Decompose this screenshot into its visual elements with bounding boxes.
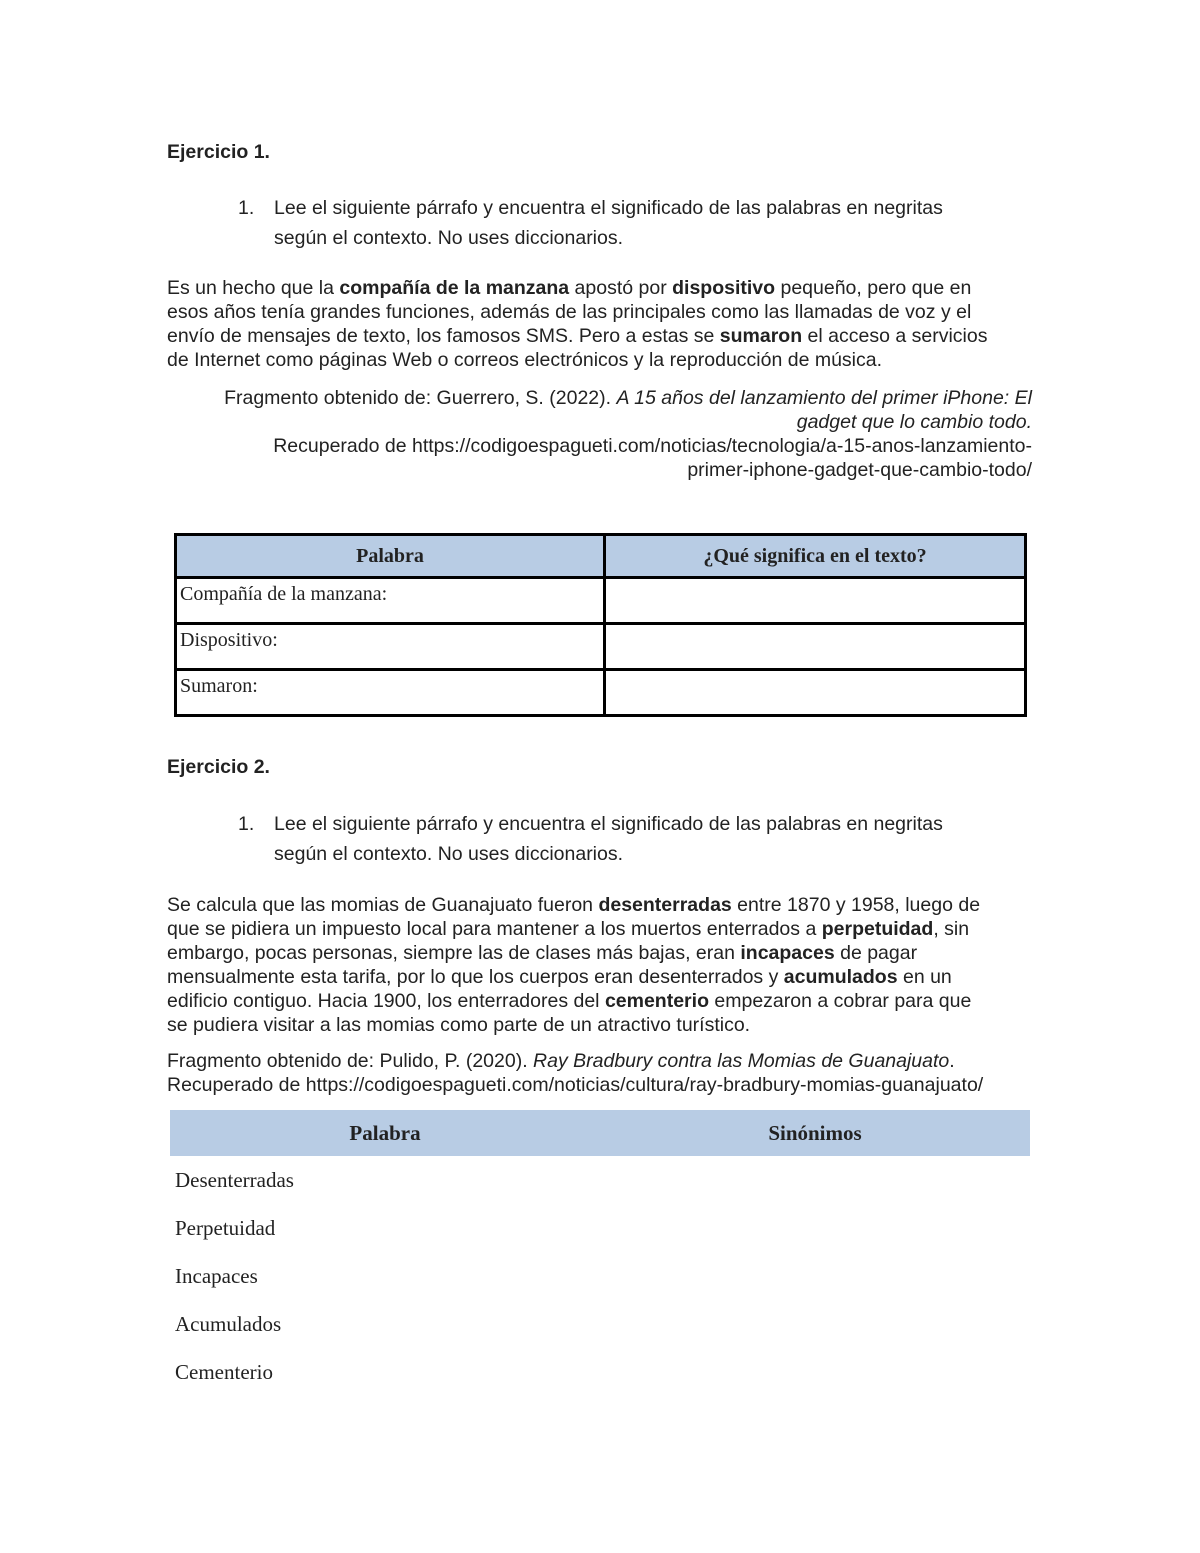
- citation-title: gadget que lo cambio todo.: [796, 411, 1032, 433]
- bold-word: incapaces: [740, 942, 835, 964]
- table-row: [170, 1348, 1030, 1396]
- text: Es un hecho que la: [167, 277, 340, 299]
- text: .: [949, 1050, 955, 1072]
- table-row: [176, 578, 1026, 624]
- synonym-cell[interactable]: [600, 1300, 1030, 1348]
- meaning-cell[interactable]: [605, 578, 1026, 624]
- instruction-line-2: según el contexto. No uses diccionarios.: [274, 843, 624, 865]
- text: embargo, pocas personas, siempre las de clases más bajas, eran: [167, 942, 741, 964]
- citation-line: Recuperado de https://codigoespagueti.com/noticias/cultura/ray-bradbury-momias-guanajuato/: [167, 1074, 984, 1096]
- column-header: Palabra: [176, 535, 605, 578]
- citation-line: [167, 1049, 1067, 1073]
- column-header: Palabra: [170, 1110, 600, 1156]
- synonym-cell[interactable]: [600, 1252, 1030, 1300]
- synonym-cell[interactable]: [600, 1348, 1030, 1396]
- table-row: [170, 1156, 1030, 1204]
- text: que se pidiera un impuesto local para mantener a los muertos enterrados a: [167, 918, 822, 940]
- word-cell: Acumulados: [175, 1311, 282, 1336]
- text: Fragmento obtenido de: Pulido, P. (2020).: [167, 1050, 534, 1072]
- paragraph-line: de Internet como páginas Web o correos electrónicos y la reproducción de música.: [167, 349, 883, 371]
- paragraph-line: [167, 276, 1037, 300]
- synonym-cell[interactable]: [600, 1204, 1030, 1252]
- table-row: [176, 670, 1026, 716]
- exercise-1-table: [174, 533, 1027, 717]
- paragraph-line: se pudiera visitar a las momias como parte de un atractivo turístico.: [167, 1014, 751, 1036]
- instruction-text: [274, 193, 994, 253]
- paragraph-line: [167, 965, 1037, 989]
- meaning-cell[interactable]: [605, 624, 1026, 670]
- text: apostó por: [569, 277, 673, 299]
- word-cell: Perpetuidad: [175, 1215, 276, 1240]
- text: empezaron a cobrar para que: [708, 990, 972, 1012]
- table-header-row: [170, 1110, 1030, 1156]
- text: Fragmento obtenido de: Guerrero, S. (2022).: [224, 387, 617, 409]
- exercise-1-heading: Ejercicio 1.: [167, 141, 270, 163]
- citation-line: [167, 386, 1032, 410]
- exercise-1-citation: [167, 386, 1032, 482]
- citation-line: primer-iphone-gadget-que-cambio-todo/: [687, 459, 1032, 481]
- instruction-line-2: según el contexto. No uses diccionarios.: [274, 227, 624, 249]
- paragraph-line: [167, 989, 1037, 1013]
- column-header: Sinónimos: [600, 1110, 1030, 1156]
- list-number: 1.: [238, 813, 255, 835]
- exercise-2-table: [170, 1110, 1030, 1396]
- instruction-line-1: Lee el siguiente párrafo y encuentra el significado de las palabras en negritas: [274, 197, 943, 219]
- list-number: 1.: [238, 197, 255, 219]
- table-header-row: [176, 535, 1026, 578]
- paragraph-line: [167, 324, 1037, 348]
- bold-word: desenterradas: [598, 894, 732, 916]
- word-cell: Compañía de la manzana:: [176, 578, 605, 624]
- text: edificio contiguo. Hacia 1900, los enterradores del: [167, 990, 605, 1012]
- text: envío de mensajes de texto, los famosos SMS. Pero a estas se: [167, 325, 720, 347]
- text: de pagar: [834, 942, 918, 964]
- table-row: [170, 1252, 1030, 1300]
- paragraph-line: [167, 893, 1037, 917]
- bold-word: cementerio: [604, 990, 709, 1012]
- exercise-1-paragraph: [167, 276, 1037, 372]
- column-header: ¿Qué significa en el texto?: [605, 535, 1026, 578]
- word-cell: Incapaces: [175, 1263, 258, 1288]
- text: el acceso a servicios: [802, 325, 988, 347]
- word-cell: Desenterradas: [175, 1167, 294, 1192]
- synonym-cell[interactable]: [600, 1156, 1030, 1204]
- table-row: [170, 1300, 1030, 1348]
- bold-word: sumaron: [719, 325, 803, 347]
- table-row: [170, 1204, 1030, 1252]
- word-cell: Cementerio: [175, 1359, 273, 1384]
- paragraph-line: [167, 941, 1037, 965]
- table-row: [176, 624, 1026, 670]
- exercise-2-heading: Ejercicio 2.: [167, 756, 270, 778]
- text: mensualmente esta tarifa, por lo que los cuerpos eran desenterrados y: [167, 966, 784, 988]
- bold-word: acumulados: [783, 966, 898, 988]
- word-cell: Dispositivo:: [176, 624, 605, 670]
- text: , sin: [933, 918, 970, 940]
- text: entre 1870 y 1958, luego de: [731, 894, 981, 916]
- exercise-2-citation: [167, 1049, 1067, 1097]
- paragraph-line: esos años tenía grandes funciones, además de las principales como las llamadas de voz y el: [167, 301, 972, 323]
- meaning-cell[interactable]: [605, 670, 1026, 716]
- citation-line: [167, 410, 1032, 434]
- text: en un: [897, 966, 952, 988]
- paragraph-line: [167, 917, 1037, 941]
- citation-line: Recuperado de https://codigoespagueti.com/noticias/tecnologia/a-15-anos-lanzamiento-: [273, 435, 1032, 457]
- instruction-text: [274, 809, 994, 869]
- text: pequeño, pero que en: [775, 277, 972, 299]
- bold-word: compañía de la manzana: [339, 277, 570, 299]
- bold-word: perpetuidad: [821, 918, 934, 940]
- word-cell: Sumaron:: [176, 670, 605, 716]
- text: Se calcula que las momias de Guanajuato fueron: [167, 894, 599, 916]
- exercise-2-paragraph: [167, 893, 1037, 1037]
- bold-word: dispositivo: [672, 277, 776, 299]
- citation-title: Ray Bradbury contra las Momias de Guanajuato: [533, 1050, 950, 1072]
- instruction-line-1: Lee el siguiente párrafo y encuentra el significado de las palabras en negritas: [274, 813, 943, 835]
- citation-title: A 15 años del lanzamiento del primer iPhone: El: [616, 387, 1032, 409]
